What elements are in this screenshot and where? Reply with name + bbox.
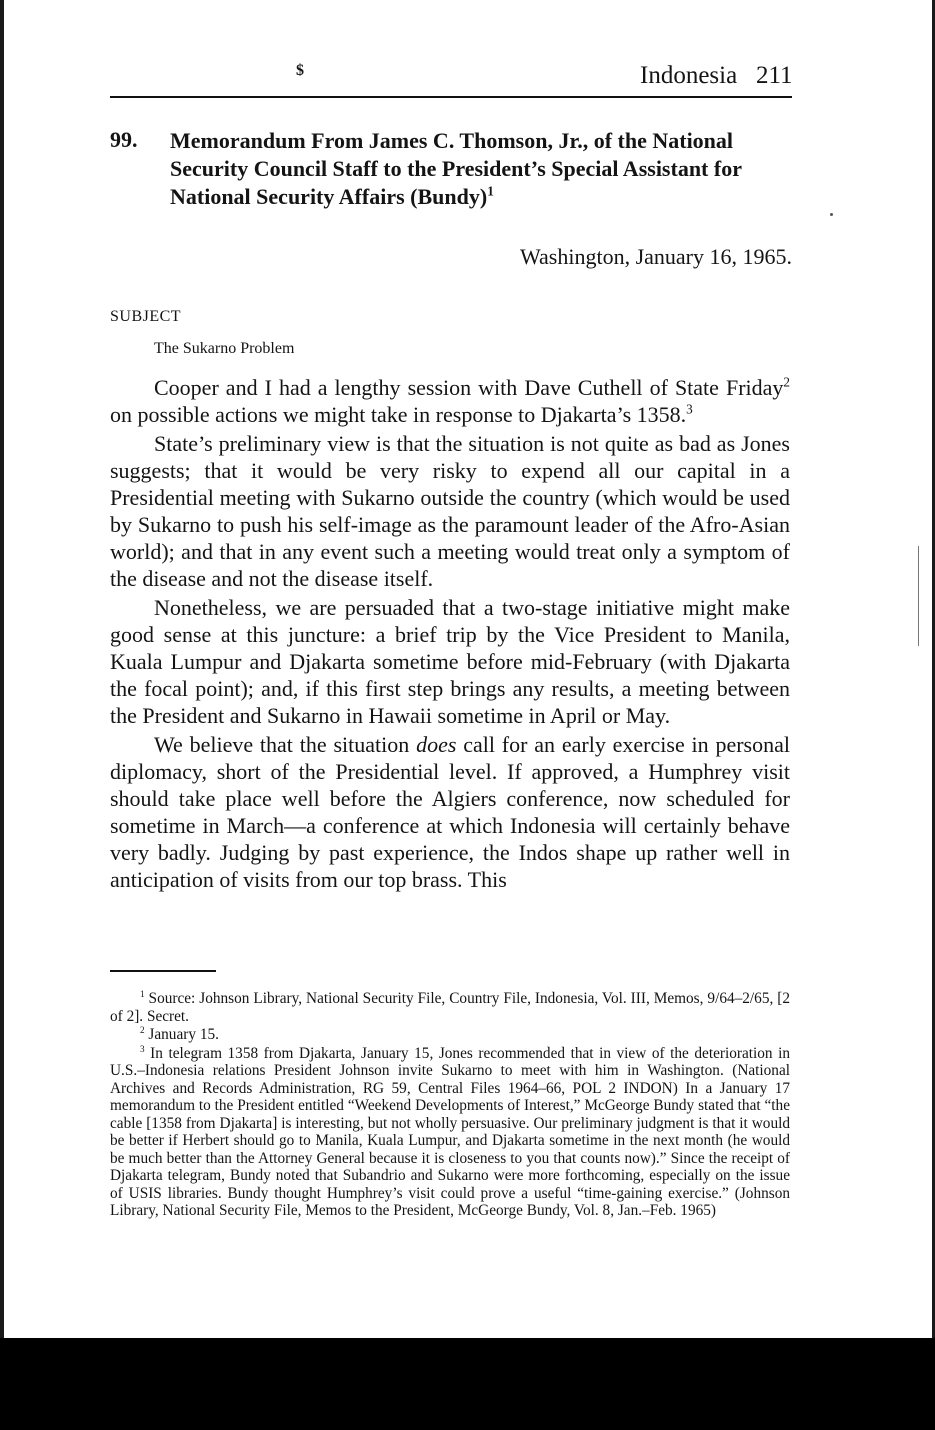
paragraph-1-text-b: on possible actions we might take in response to Djakarta’s 1358. xyxy=(110,402,687,427)
scan-mark-line xyxy=(918,546,919,646)
scan-speck xyxy=(830,213,833,216)
document-number: 99. xyxy=(110,127,138,152)
subject-label: SUBJECT xyxy=(110,308,182,325)
paragraph-1 xyxy=(110,374,790,428)
header-rule xyxy=(110,96,792,98)
footnote-1-number: 1 xyxy=(140,988,145,999)
document-title xyxy=(170,127,800,211)
page-mark: $ xyxy=(296,62,304,79)
footnote-2-number: 2 xyxy=(140,1024,145,1035)
dateline: Washington, January 16, 1965. xyxy=(520,244,792,269)
paragraph-4-text-b: call for an early exercise in personal diplomacy, short of the Presidential level. If approved, a Humphrey visit should take place well before the Algiers conference, now scheduled for sometime in March—a conference at which Indonesia will certainly behave very badly. Judging by past experience, the Indos shape up rather well in anticipation of visits from our top brass. This xyxy=(110,732,790,892)
scan-left-edge xyxy=(0,0,4,1430)
footnotes xyxy=(110,990,790,1221)
footnote-rule xyxy=(110,970,216,972)
scan-bottom-band xyxy=(0,1338,935,1430)
title-footnote-ref: 1 xyxy=(487,183,494,199)
paragraph-4-emphasis: does xyxy=(416,732,457,757)
footnote-1 xyxy=(110,990,790,1025)
body-text xyxy=(110,374,790,895)
paragraph-1-text-a: Cooper and I had a lengthy session with Dave Cuthell of State Friday xyxy=(154,375,784,400)
paragraph-4 xyxy=(110,731,790,893)
footnote-2-text: January 15. xyxy=(144,1026,219,1043)
footnote-3 xyxy=(110,1045,790,1220)
paragraph-2: State’s preliminary view is that the situation is not quite as bad as Jones suggests; that it would be very risky to expend all our capital in a Presidential meeting with Sukarno outside the country (which would be used by Sukarno to push his self-image as the paramount leader of the Afro-Asian world); and that in any event such a meeting would treat only a symptom of the disease and not the disease itself. xyxy=(110,431,790,591)
footnote-2 xyxy=(110,1026,790,1044)
document-title-text: Memorandum From James C. Thomson, Jr., of the National Security Council Staff to the President’s Special Assistant for National Security Affairs (Bundy) xyxy=(170,128,742,209)
paragraph-4-text-a: We believe that the situation xyxy=(154,732,417,757)
footnote-ref-2: 2 xyxy=(783,374,790,390)
footnote-3-text: In telegram 1358 from Djakarta, January 15, Jones recommended that in view of the deterioration in U.S.–Indonesia relations President Johnson invite Sukarno to meet with him in Washington. (National Archives and Records Administration, RG 59, Central Files 1964–66, POL 2 INDON) In a January 17 memorandum to the President entitled “Weekend Developments of Interest,” McGeorge Bundy stated that “the cable [1358 from Djakarta] is interesting, but not wholly persuasive. Our preliminary judgment is that it would be better if Herbert should go to Manila, Kuala Lumpur, and Djakarta sometime in the next month (he would be much better than the Attorney General because it is closeness to you that counts now).” Since the receipt of Djakarta telegram, Bundy noted that Subandrio and Sukarno were more forthcoming, especially on the issue of USIS libraries. Bundy thought Humphrey’s visit could prove a useful “time-gaining exercise.” (Johnson Library, National Security File, Memos to the President, McGeorge Bundy, Vol. 8, Jan.–Feb. 1965) xyxy=(110,1044,790,1219)
footnote-3-number: 3 xyxy=(140,1043,145,1054)
paragraph-3: Nonetheless, we are persuaded that a two-stage initiative might make good sense at this juncture: a brief trip by the Vice President to Manila, Kuala Lumpur and Djakarta sometime before mid-February (with Djakarta the focal point); and, if this first step brings any results, a meeting between the President and Sukarno in Hawaii sometime in April or May. xyxy=(110,595,790,728)
subject-text: The Sukarno Problem xyxy=(154,340,295,357)
footnote-ref-3: 3 xyxy=(686,401,693,417)
footnote-1-text: Source: Johnson Library, National Security File, Country File, Indonesia, Vol. III, Memos, 9/64–2/65, [2 of 2]. Secret. xyxy=(110,990,790,1025)
running-head: Indonesia 211 xyxy=(640,62,793,89)
